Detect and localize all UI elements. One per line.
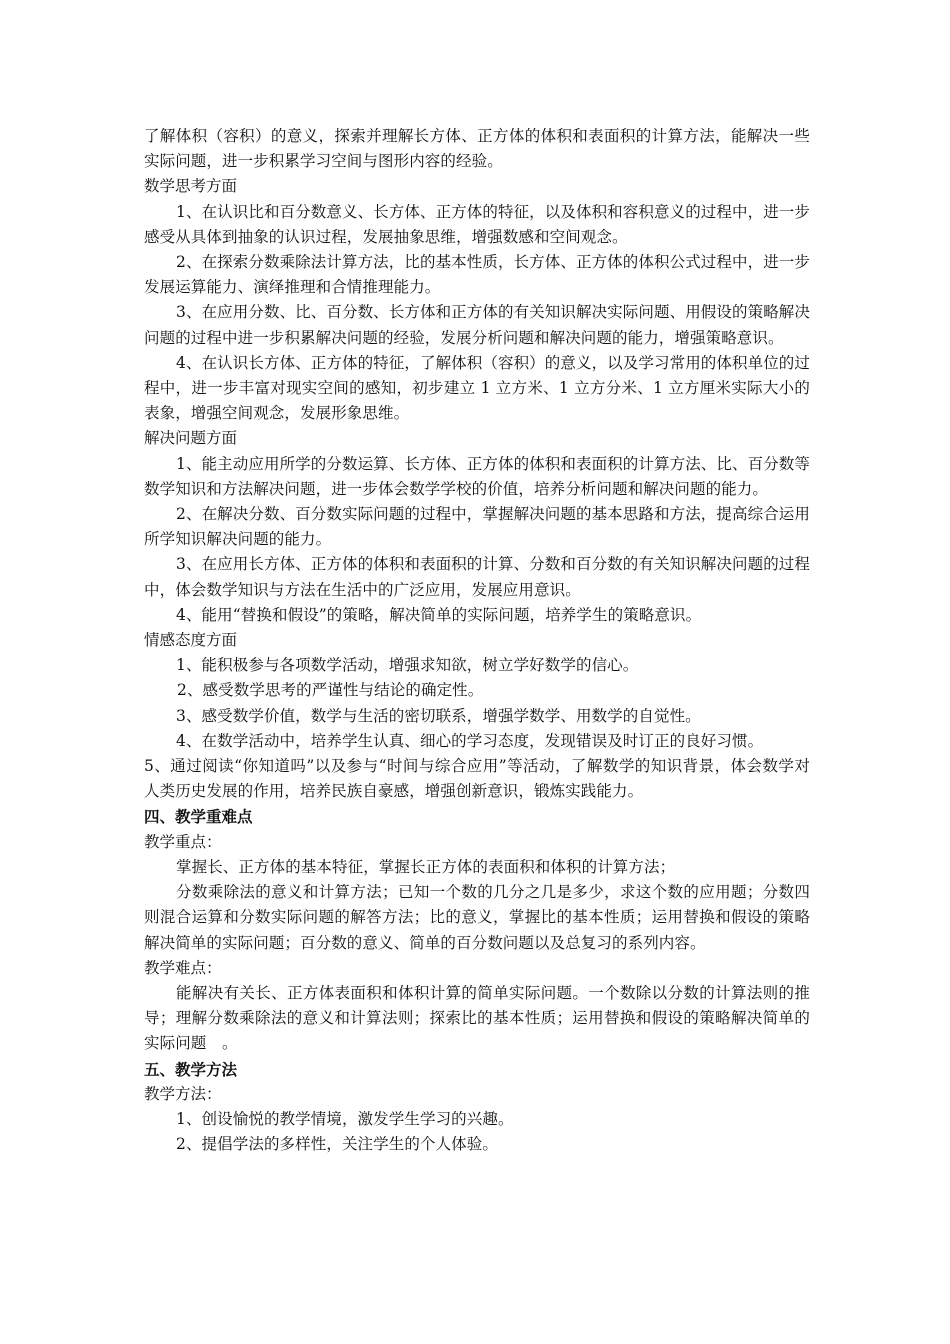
- paragraph-attitude-1: 1、能积极参与各项数学活动，增强求知欲，树立学好数学的信心。: [176, 656, 639, 675]
- paragraph-key-points-1: 掌握长、正方体的基本特征，掌握长正方体的表面积和体积的计算方法；: [176, 857, 676, 876]
- label-teaching-difficult-points: 教学难点：: [144, 958, 222, 977]
- paragraph-method-1: 1、创设愉悦的教学情境，激发学生学习的兴趣。: [176, 1109, 514, 1128]
- section-label-attitude: 情感态度方面: [144, 631, 238, 650]
- paragraph-problem-solving-4: 4、能用“替换和假设”的策略，解决简单的实际问题，培养学生的策略意识。: [176, 605, 702, 624]
- section-label-math-thinking: 数学思考方面: [144, 177, 238, 196]
- paragraph-method-2: 2、提倡学法的多样性，关注学生的个人体验。: [176, 1135, 498, 1154]
- paragraph-attitude-5: 5、通过阅读“你知道吗”以及参与“时间与综合应用”等活动，了解数学的知识背景，体会数学对人类历史发展的作用，培养民族自豪感，增强创新意识，锻炼实践能力。: [144, 757, 810, 801]
- paragraph-difficult-points: 能解决有关长、正方体表面积和体积计算的简单实际问题。一个数除以分数的计算法则的推导；理解分数乘除法的意义和计算法则；探索比的基本性质；运用替换和假设的策略解决简单的实际问题 。: [144, 983, 810, 1053]
- paragraph-attitude-2: 2、感受数学思考的严谨性与结论的确定性。: [177, 681, 484, 700]
- paragraph-problem-solving-1: 1、能主动应用所学的分数运算、长方体、正方体的体积和表面积的计算方法、比、百分数等数学知识和方法解决问题，进一步体会数学学校的价值，培养分析问题和解决问题的能力。: [144, 454, 810, 498]
- paragraph-problem-solving-2: 2、在解决分数、百分数实际问题的过程中，掌握解决问题的基本思路和方法，提高综合运用所学知识解决问题的能力。: [144, 505, 810, 549]
- paragraph-math-thinking-1: 1、在认识比和百分数意义、长方体、正方体的特征，以及体积和容积意义的过程中，进一步感受从具体到抽象的认识过程，发展抽象思维，增强数感和空间观念。: [144, 202, 810, 246]
- section-label-problem-solving: 解决问题方面: [144, 429, 238, 448]
- heading-key-difficult-points: 四、教学重难点: [144, 807, 253, 827]
- paragraph-math-thinking-3: 3、在应用分数、比、百分数、长方体和正方体的有关知识解决实际问题、用假设的策略解决问题的过程中进一步积累解决问题的经验，发展分析问题和解决问题的能力，增强策略意识。: [144, 303, 810, 347]
- heading-teaching-methods: 五、教学方法: [144, 1059, 238, 1079]
- paragraph-math-thinking-4: 4、在认识长方体、正方体的特征，了解体积（容积）的意义，以及学习常用的体积单位的过程中，进一步丰富对现实空间的感知，初步建立 1 立方米、1 立方分米、1 立方厘米实际大小的表象，增强空间观念，发展形象思维。: [144, 353, 810, 423]
- label-teaching-key-points: 教学重点：: [144, 832, 222, 851]
- paragraph-attitude-4: 4、在数学活动中，培养学生认真、细心的学习态度，发现错误及时订正的良好习惯。: [176, 731, 764, 750]
- paragraph-key-points-2: 分数乘除法的意义和计算方法；已知一个数的几分之几是多少，求这个数的应用题；分数四则混合运算和分数实际问题的解答方法；比的意义，掌握比的基本性质；运用替换和假设的策略解决简单的实际问题；百分数的意义、简单的百分数问题以及总复习的系列内容。: [144, 883, 810, 952]
- paragraph-problem-solving-3: 3、在应用长方体、正方体的体积和表面积的计算、分数和百分数的有关知识解决问题的过程中，体会数学知识与方法在生活中的广泛应用，发展应用意识。: [144, 555, 810, 599]
- paragraph-math-thinking-2: 2、在探索分数乘除法计算方法，比的基本性质，长方体、正方体的体积公式过程中，进一步发展运算能力、演绎推理和合情推理能力。: [144, 253, 810, 297]
- paragraph-space-graphics: 了解体积（容积）的意义，探索并理解长方体、正方体的体积和表面积的计算方法，能解决一些实际问题，进一步积累学习空间与图形内容的经验。: [144, 127, 810, 171]
- label-teaching-methods: 教学方法：: [144, 1084, 222, 1103]
- paragraph-attitude-3: 3、感受数学价值，数学与生活的密切联系，增强学数学、用数学的自觉性。: [176, 706, 701, 725]
